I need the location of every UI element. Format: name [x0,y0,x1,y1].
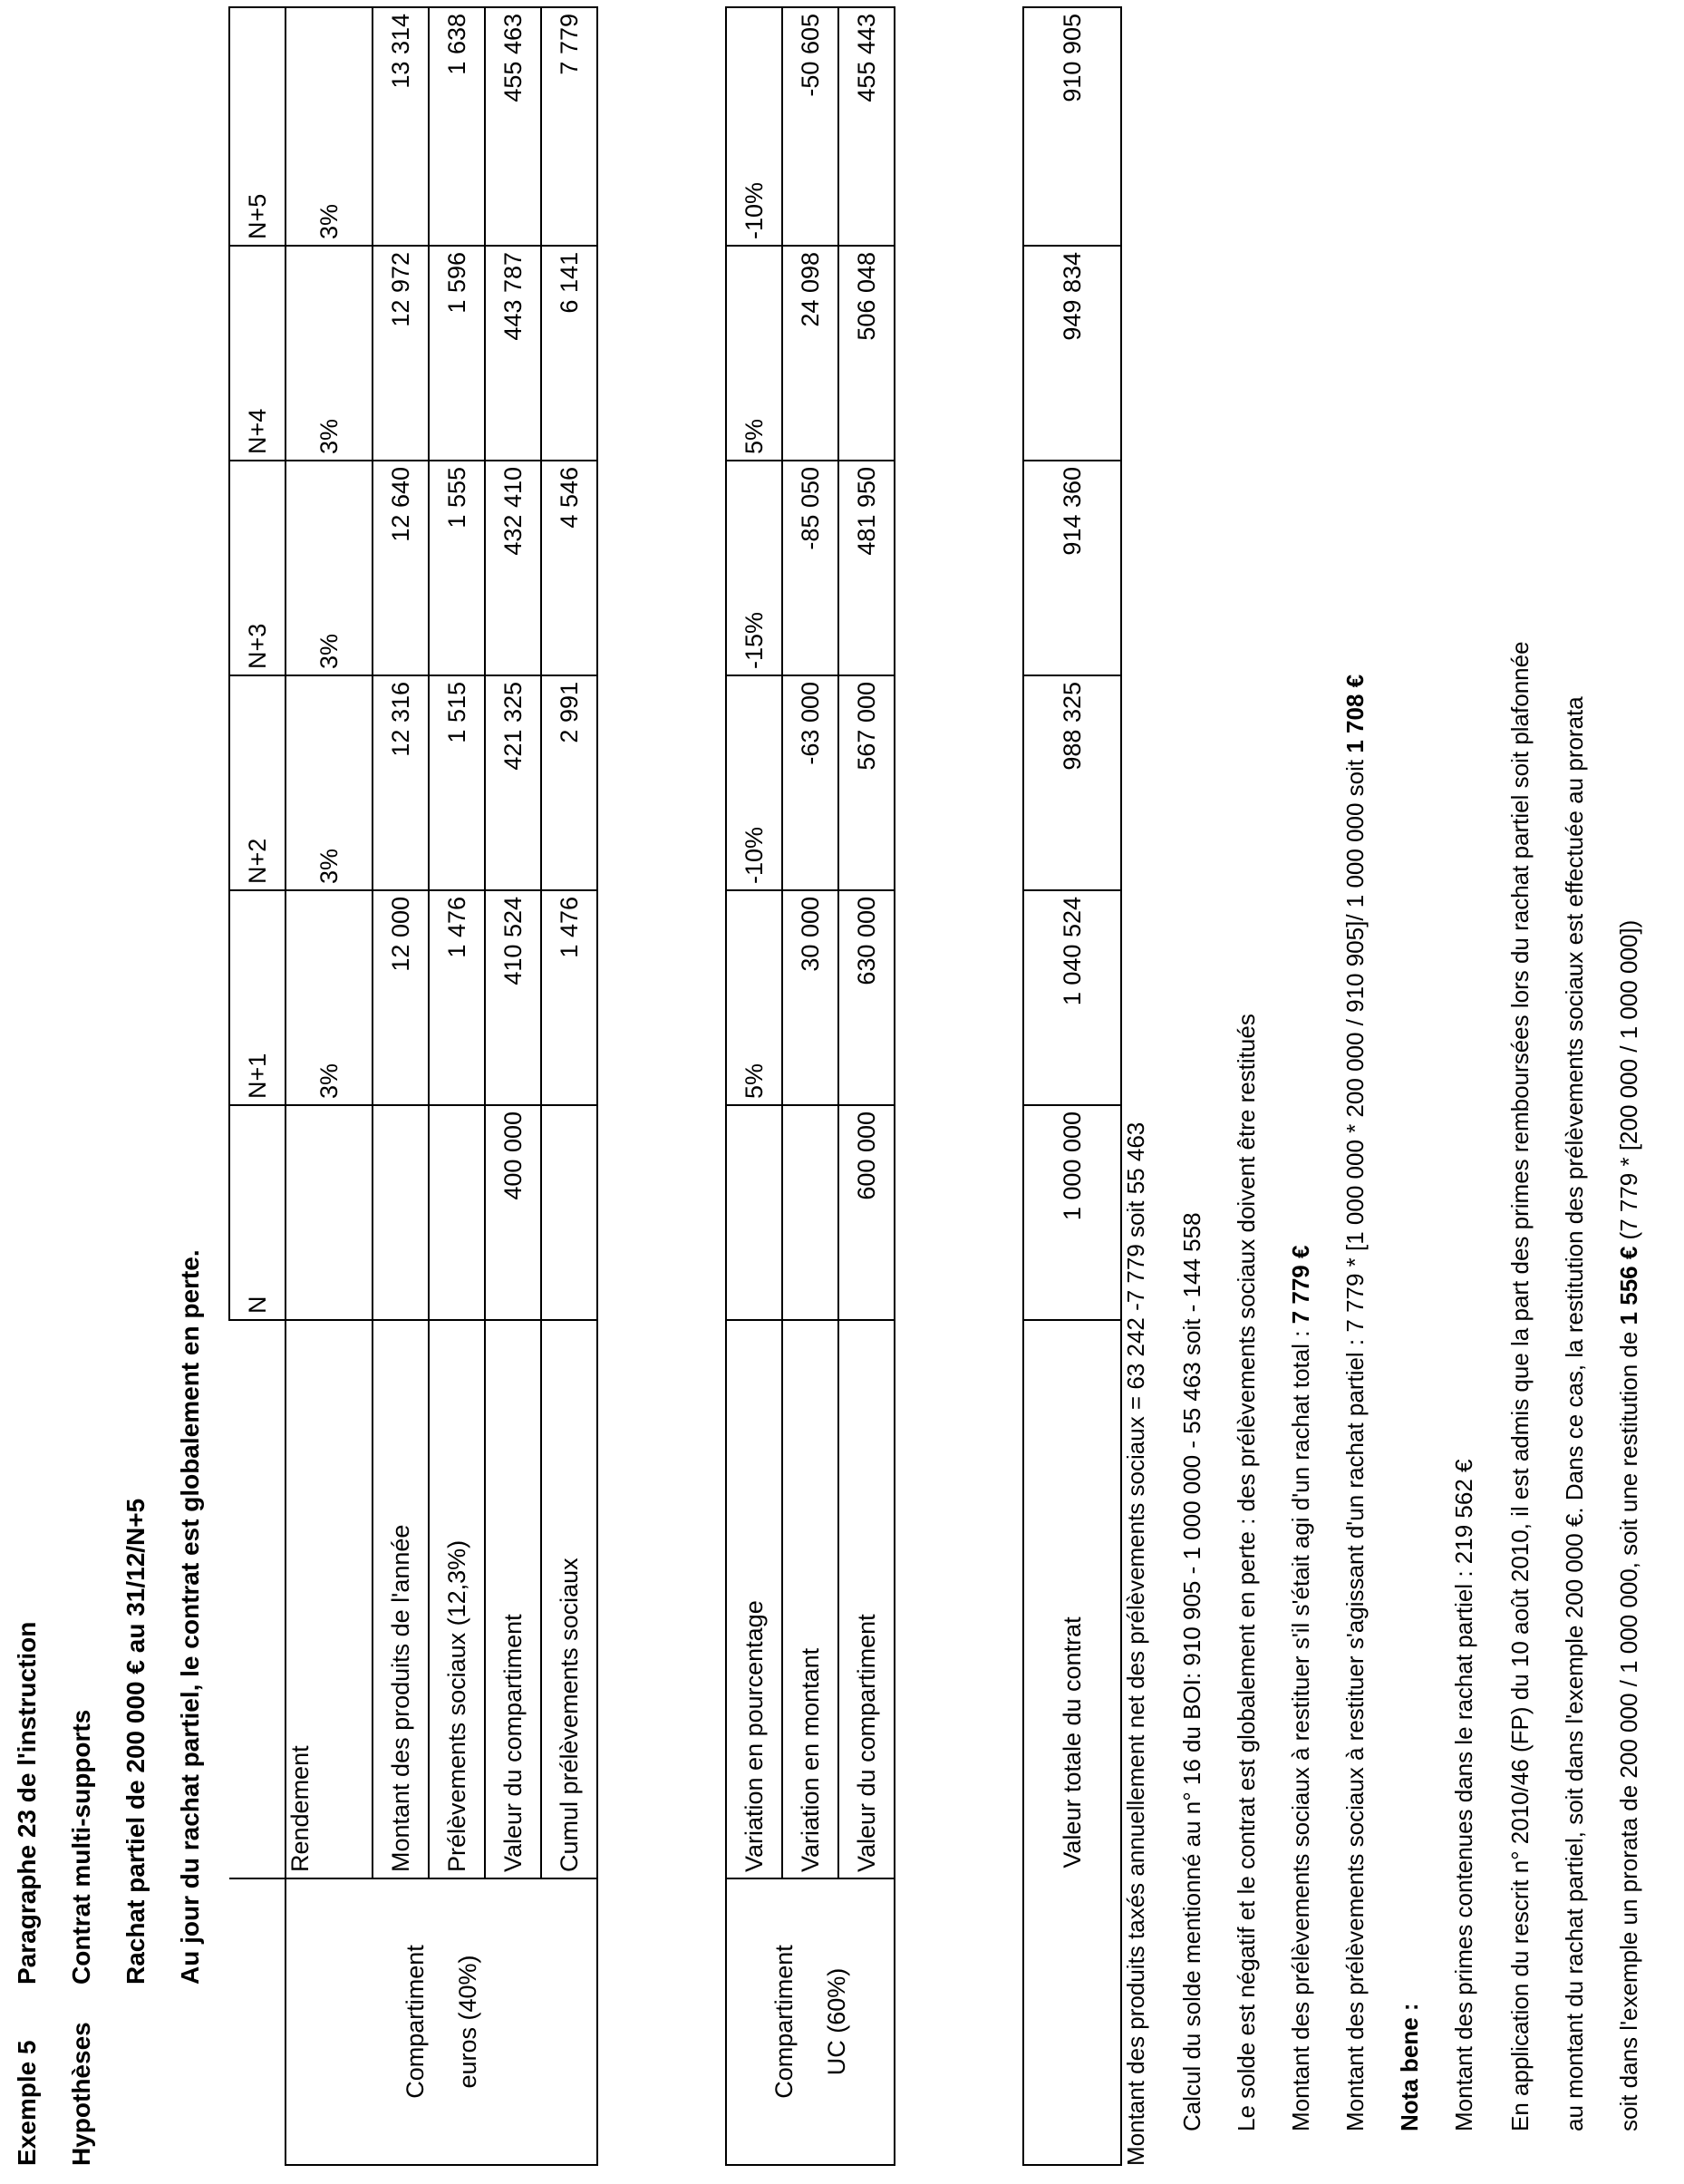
row-label: Valeur du compartiment [485,1320,541,1878]
row-label: Rendement [286,1320,373,1878]
cell: -50 605 [782,7,838,246]
table-row [429,7,485,2165]
cell: 567 000 [838,675,895,890]
paragraph-9 [1615,920,1643,2131]
cell [429,1105,485,1320]
row-label: Variation en montant [782,1320,838,1878]
cell: 630 000 [838,890,895,1105]
cell: 432 410 [485,461,541,675]
cell: 600 000 [838,1105,895,1320]
category-cell [286,1878,597,2165]
cell: 949 834 [1023,246,1121,461]
cell [541,1105,597,1320]
year-header: N+1 [229,890,286,1105]
paragraph-7: En application du rescrit n° 2010/46 (FP) du 10 août 2010, il est admis que la part des primes remboursées lors du rachat partiel soit plafonnée [1506,641,1534,2131]
paragraph-9-bold: 1 556 € [1615,1246,1642,1325]
paragraph-6: Montant des primes contenues dans le rachat partiel : 219 562 € [1450,1459,1477,2131]
cell [782,1105,838,1320]
paragraph-9-tail: (7 779 * [200 000 / 1 000 000]) [1615,919,1642,1247]
cell: 5% [726,246,782,461]
cell: 5% [726,890,782,1105]
paragraph-5 [1341,675,1369,2131]
category-cell [726,1878,895,2165]
category-line: UC (60%) [823,1967,850,2076]
row-label: Montant des produits de l'année [373,1320,429,1878]
paragraph-5-text: Montant des prélèvements sociaux à restituer s'agissant d'un rachat partiel : 7 779 * [1 000 000 * 200 000 / 910 905]/ 1 000 000 soit [1341,752,1369,2131]
cell: 1 596 [429,246,485,461]
year-header: N+4 [229,246,286,461]
category-line: Compartiment [402,1945,429,2099]
cell: 1 515 [429,675,485,890]
cell: 3% [286,890,373,1105]
cell: 2 991 [541,675,597,890]
rachat-text: Rachat partiel de 200 000 € au 31/12/N+5 [121,1498,150,1985]
row-label: Valeur du compartiment [838,1320,895,1878]
cell: -10% [726,675,782,890]
cell: -63 000 [782,675,838,890]
row-label: Variation en pourcentage [726,1320,782,1878]
jour-text: Au jour du rachat partiel, le contrat est globalement en perte. [176,1249,204,1985]
table-row [229,7,286,2165]
category-line: euros (40%) [454,1955,481,2089]
table-row [286,7,373,2165]
cell: 1 040 524 [1023,890,1121,1105]
table-row [726,7,782,2165]
cell: 988 325 [1023,675,1121,890]
table-row [838,7,895,2165]
cell: 455 443 [838,7,895,246]
table-row [485,7,541,2165]
row-label: Cumul prélèvements sociaux [541,1320,597,1878]
paragraph-3: Le solde est négatif et le contrat est globalement en perte : des prélèvements sociaux doivent être restitués [1233,1014,1260,2131]
table-row [1023,7,1121,2165]
cell: 13 314 [373,7,429,246]
paragraph-4 [1287,1246,1315,2131]
cell: 1 638 [429,7,485,246]
year-header: N [229,1105,286,1320]
year-header: N+5 [229,7,286,246]
year-header: N+3 [229,461,286,675]
cell: 1 000 000 [1023,1105,1121,1320]
cell: 4 546 [541,461,597,675]
cell: 400 000 [485,1105,541,1320]
cell: 910 905 [1023,7,1121,246]
cell: 455 463 [485,7,541,246]
paragraph-4-bold: 7 779 € [1287,1245,1314,1325]
cell: 24 098 [782,246,838,461]
cell: 12 640 [373,461,429,675]
table-row [373,7,429,2165]
empty-cell [229,1320,286,1878]
exemple-text: Paragraphe 23 de l'instruction [13,1621,41,1985]
cell: 3% [286,675,373,890]
cell: 914 360 [1023,461,1121,675]
cell: 410 524 [485,890,541,1105]
paragraph-5-bold: 1 708 € [1341,674,1369,753]
hypotheses-label: Hypothèses [67,2022,95,2166]
cell: -10% [726,7,782,246]
cell [726,1105,782,1320]
paragraph-4-text: Montant des prélèvements sociaux à restituer s'il s'était agi d'un rachat total : [1287,1324,1314,2131]
cell: 481 950 [838,461,895,675]
cell: 12 316 [373,675,429,890]
cell: 3% [286,246,373,461]
cell: 506 048 [838,246,895,461]
cell: 7 779 [541,7,597,246]
row-label: Prélèvements sociaux (12,3%) [429,1320,485,1878]
cell: 12 000 [373,890,429,1105]
table-row [782,7,838,2165]
year-header: N+2 [229,675,286,890]
cell: 3% [286,461,373,675]
cell: 30 000 [782,890,838,1105]
cell: 421 325 [485,675,541,890]
cell [286,1105,373,1320]
cell [373,1105,429,1320]
cell: -85 050 [782,461,838,675]
cell: 1 555 [429,461,485,675]
paragraph-9-text: soit dans l'exemple un prorata de 200 000 / 1 000 000, soit une restitution de [1615,1325,1642,2131]
cell: 3% [286,7,373,246]
exemple-label: Exemple 5 [13,2040,41,2166]
empty-cell [229,1878,286,2165]
cell: 1 476 [429,890,485,1105]
table-uc [725,6,895,2166]
paragraph-2: Calcul du solde mentionné au n° 16 du BOI: 910 905 - 1 000 000 - 55 463 soit - 144 558 [1178,1212,1205,2131]
paragraph-1: Montant des produits taxés annuellement net des prélèvements sociaux = 63 242 -7 779 soit 55 463 [1122,1121,1149,2166]
cell: 443 787 [485,246,541,461]
cell: 12 972 [373,246,429,461]
paragraph-8: au montant du rachat partiel, soit dans l'exemple 200 000 €. Dans ce cas, la restitution des prélèvements sociaux est effectuée au prorata [1561,696,1588,2131]
hypotheses-text: Contrat multi-supports [67,1709,95,1985]
table-euros [228,6,598,2166]
cell: -15% [726,461,782,675]
table-row [541,7,597,2165]
cell: 6 141 [541,246,597,461]
category-line: Compartiment [770,1945,798,2099]
total-label: Valeur totale du contrat [1023,1320,1121,2165]
nota-bene: Nota bene : [1396,2003,1423,2131]
cell: 1 476 [541,890,597,1105]
table-total [1022,6,1122,2166]
